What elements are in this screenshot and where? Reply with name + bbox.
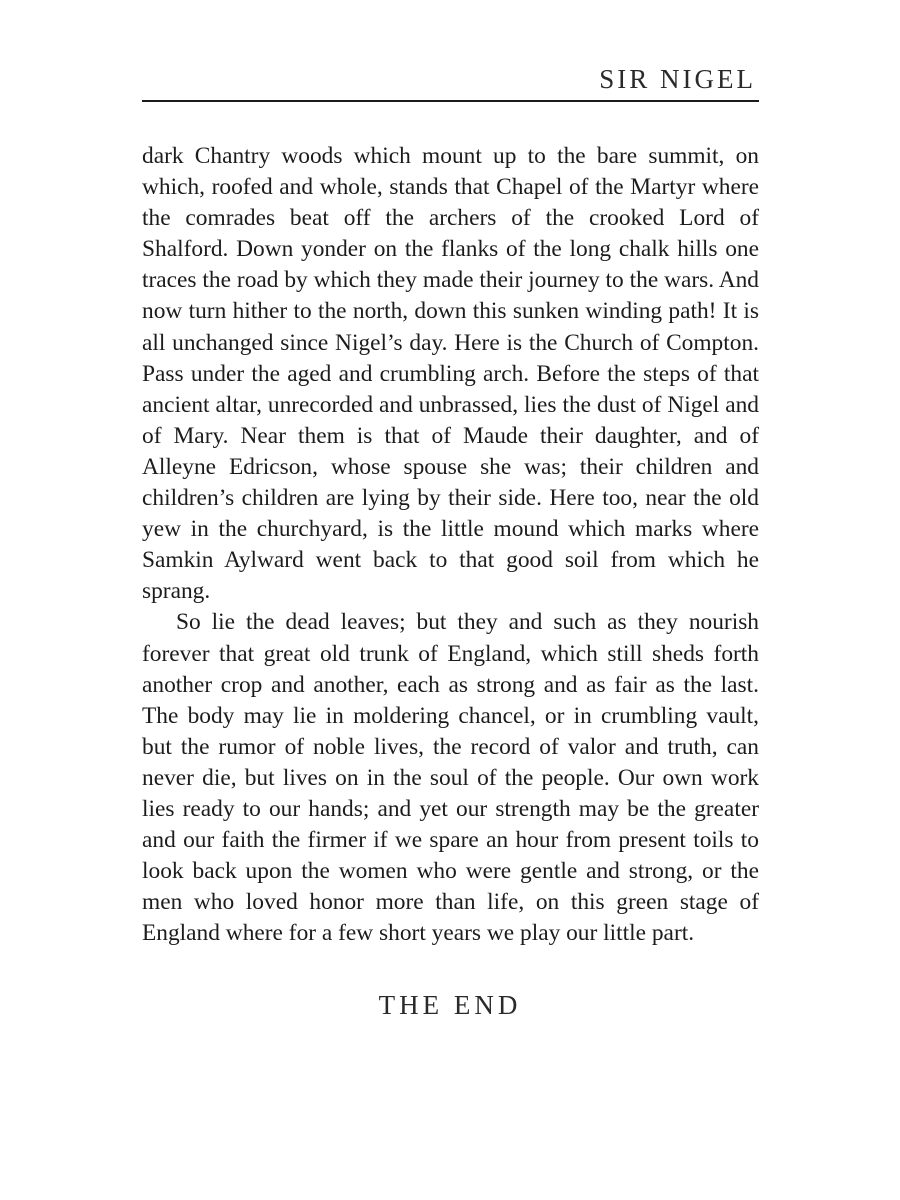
paragraph-2: So lie the dead leaves; but they and such as they nourish forever that great old trunk of England, which still sheds forth another crop and another, each as strong and as fair as the last. The body may lie in moldering chancel, or in crumbling vault, but the rumor of noble lives, the record of valor and truth, can never die, but lives on in the soul of the people. Our own work lies ready to our hands; and yet our strength may be the greater and our faith the firmer if we spare an hour from present toils to look back upon the women who were gentle and strong, or the men who loved honor more than life, on this green stage of England where for a few short years we play our little part.: [142, 609, 759, 947]
header-rule: [142, 100, 759, 102]
the-end-title: THE END: [378, 990, 522, 1020]
paragraph-1: dark Chantry woods which mount up to the bare summit, on which, roofed and whole, stands that Chapel of the Martyr where the comrades beat off the archers of the crooked Lord of Shalford. Down yonder on the flanks of the long chalk hills one traces the road by which they made their journey to the wars. And now turn hither to the north, down this sunken winding path! It is all unchanged since Nigel’s day. Here is the Church of Compton. Pass under the aged and crumbling arch. Before the steps of that ancient altar, unrecorded and unbrassed, lies the dust of Nigel and of Mary. Near them is that of Maude their daughter, and of Alleyne Edricson, whose spouse she was; their children and children’s children are lying by their side. Here too, near the old yew in the churchyard, is the little mound which marks where Samkin Aylward went back to that good soil from which he sprang.: [142, 143, 759, 605]
running-title: SIR NIGEL: [599, 64, 756, 94]
body-text: [142, 141, 759, 949]
